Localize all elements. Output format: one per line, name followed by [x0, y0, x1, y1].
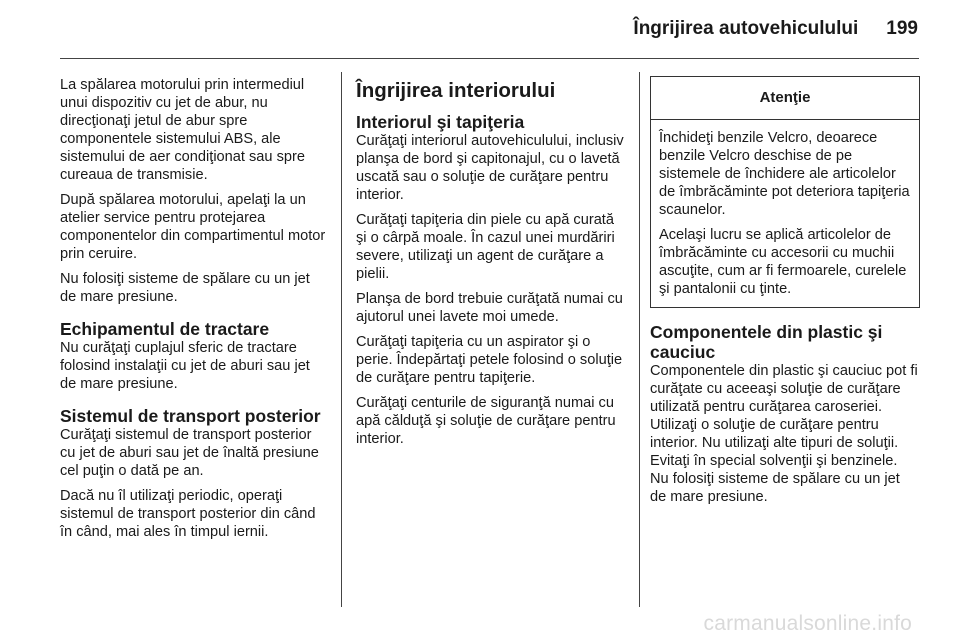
plastic-rubber-heading: Componentele din plastic şi cauciuc	[650, 322, 883, 362]
interior-paragraph-5: Curăţaţi centurile de siguranţă numai cu apă călduţă şi soluţie de curăţare pentru interior.	[356, 395, 616, 447]
interior-paragraph-4: Curăţaţi tapiţeria cu un aspirator şi o perie. Îndepărtaţi petele folosind o soluţie de curăţare pentru tapiţerie.	[356, 334, 623, 386]
interior-paragraph-2: Curăţaţi tapiţeria din piele cu apă curată şi o cârpă moale. În cazul unei murdăriri severe, utilizaţi un agent de curăţare a pielii.	[356, 212, 615, 282]
page-number: 199	[886, 18, 918, 39]
header-rule	[60, 58, 919, 59]
watermark: carmanualsonline.info	[703, 612, 912, 635]
column-right	[650, 76, 920, 513]
rear-carrier-text-1: Curăţaţi sistemul de transport posterior cu jet de aburi sau jet de înaltă presiune cel puţin o dată pe an.	[60, 427, 319, 479]
warning-paragraph-2: Acelaşi lucru se aplică articolelor de îmbrăcăminte cu accesorii cu muchii ascuţite, cum ar fi fermoarele, curelele şi pantalonii cu ţinte.	[659, 227, 907, 297]
column-divider-left	[341, 72, 342, 607]
high-pressure-paragraph: Nu folosiţi sisteme de spălare cu un jet de mare presiune.	[60, 271, 310, 305]
interior-care-heading: Îngrijirea interiorului	[356, 79, 556, 102]
towing-heading: Echipamentul de tractare	[60, 319, 270, 339]
column-divider-right	[639, 72, 640, 607]
engine-wax-paragraph: După spălarea motorului, apelaţi la un atelier service pentru protejarea componentelor din compartimentul motor prin ceruire.	[60, 192, 326, 262]
interior-paragraph-1: Curăţaţi interiorul autovehiculului, inclusiv planşa de bord şi capitonajul, cu o lavetă uscată sau o soluţie de curăţare pentru interior.	[356, 133, 624, 203]
warning-title: Atenţie	[651, 77, 919, 120]
warning-box	[650, 76, 920, 308]
interior-paragraph-3: Planşa de bord trebuie curăţată numai cu ajutorul unei lavete moi umede.	[356, 291, 623, 325]
column-left	[60, 76, 330, 548]
plastic-rubber-text: Componentele din plastic şi cauciuc pot fi curăţate cu aceeaşi soluţie de curăţare utilizată pentru curăţarea caroseriei. Utilizaţi o soluţie de curăţare pentru interior. Nu utilizaţi alte tipuri de soluţii. Evitaţi în special solvenţii şi benzinele. Nu folosiţi sisteme de spălare cu un jet de mare presiune.	[650, 363, 918, 505]
engine-wash-paragraph: La spălarea motorului prin intermediul unui dispozitiv cu jet de abur, nu direcţionaţi jetul de abur spre componentele sistemului ABS, ale sistemului de aer condiţionat sau spre cureaua de transmisie.	[60, 77, 305, 183]
header-title: Îngrijirea autovehiculului	[633, 18, 859, 39]
upholstery-heading: Interiorul şi tapiţeria	[356, 112, 525, 132]
column-middle	[356, 78, 626, 455]
warning-paragraph-1: Închideţi benzile Velcro, deoarece benzile Velcro deschise de pe sistemele de închidere ale articolelor de îmbrăcăminte pot deteriora tapiţeria scaunelor.	[659, 130, 910, 218]
rear-carrier-text-2: Dacă nu îl utilizaţi periodic, operaţi sistemul de transport posterior din când în când, mai ales în timpul iernii.	[60, 488, 316, 540]
towing-text: Nu curăţaţi cuplajul sferic de tractare folosind instalaţii cu jet de aburi sau jet de mare presiune.	[60, 340, 310, 392]
page-header	[0, 18, 918, 44]
rear-carrier-heading: Sistemul de transport posterior	[60, 406, 321, 426]
